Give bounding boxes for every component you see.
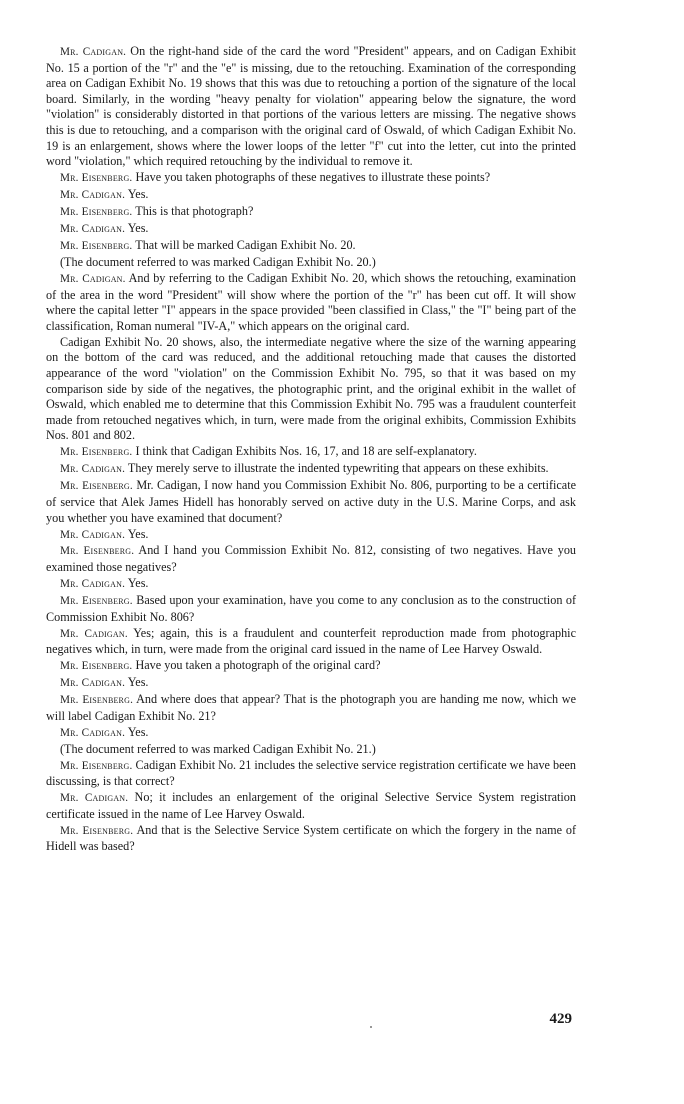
paragraph [46,658,576,675]
document-body [46,44,576,855]
speaker-name: Mr. Cadigan. [60,528,126,541]
paragraph-text: Yes. [127,724,149,739]
speaker-name: Mr. Cadigan. [60,726,126,739]
speaker-name: Mr. Cadigan. [60,578,126,591]
paragraph-text: Cadigan Exhibit No. 20 shows, also, the intermediate negative where the size of the warning appearing on the bottom of the card was reduced, and the additional retouching made that causes the distorted appearance of the word "violation" on the Commission Exhibit No. 795, so that it was based on my comparison side by side of the negatives, the photographic print, and the original exhibit in the wallet of Oswald, which enabled me to determine that this Commission Exhibit No. 795 was a fraudulent counterfeit made from retouched negatives which, in turn, were made from the original exhibits, Commission Exhibits Nos. 801 and 802. [46,334,576,443]
speaker-name: Mr. Cadigan. [60,273,126,286]
paragraph [46,790,576,822]
paragraph [46,576,576,593]
paragraph-text: And by referring to the Cadigan Exhibit No. 20, which shows the retouching, examination of the area in the word "President" will show where the portion of the "r" has been cut off. It will show where the capital letter "I" appears in the space provided "been classified in Class," the "I" being part of the classification, Roman numeral "IV-A," which appears on the original card. [46,271,577,333]
paragraph [46,692,576,724]
speaker-name: Mr. Cadigan. [60,627,128,640]
speaker-name: Mr. Eisenberg. [60,694,134,707]
paragraph-text: Yes; again, this is a fraudulent and counterfeit reproduction made from photographic negatives which, in turn, were made from the original card issued in the name of Lee Harvey Oswald. [46,625,576,657]
speaker-name: Mr. Eisenberg. [60,595,133,608]
paragraph [46,44,576,170]
paragraph [46,255,576,271]
paragraph [46,626,576,658]
speaker-name: Mr. Eisenberg. [60,480,133,493]
paragraph [46,444,576,461]
paragraph-text: Have you taken a photograph of the original card? [135,658,381,673]
paragraph [46,238,576,255]
paragraph-text: Yes. [127,675,149,690]
paragraph-text: On the right-hand side of the card the word "President" appears, and on Cadigan Exhibit No. 15 a portion of the "r" and the "e" is missing, due to the retouching. Examination of the corresponding area on Cadigan Exhibit No. 19 shows that this was due to retouching a portion of the signature of the local board. Similarly, in the wording "heavy penalty for violation" appearing below the signature, the word "violation" is considerably distorted in that portions of the various letters are missing. The negative shows this is due to retouching, and a comparison with the original card of Oswald, of which Cadigan Exhibit No. 19 is an enlargement, shows where the lower loops of the letter "f" cut into the letter, cut into the printed word "violation," which required retouching by the individual to remove it. [46,44,576,169]
paragraph-text: (The document referred to was marked Cadigan Exhibit No. 20.) [60,255,376,270]
paragraph [46,543,576,575]
paragraph-text: They merely serve to illustrate the indented typewriting that appears on these exhibits. [127,461,549,476]
paragraph-text: Based upon your examination, have you come to any conclusion as to the construction of Commission Exhibit No. 806? [46,593,577,624]
paragraph-text: Yes. [127,187,149,202]
paragraph [46,204,576,221]
paragraph-text: And I hand you Commission Exhibit No. 812, consisting of two negatives. Have you examined those negatives? [46,543,577,575]
speaker-name: Mr. Cadigan. [60,223,126,236]
paragraph-text: Mr. Cadigan, I now hand you Commission Exhibit No. 806, purporting to be a certificate of service that Alek James Hidell has honorably served on active duty in the U.S. Marine Corps, and ask you whether you have examined that document? [46,478,577,525]
speaker-name: Mr. Cadigan. [60,46,127,58]
speaker-name: Mr. Eisenberg. [60,206,133,219]
paragraph [46,593,576,625]
speaker-name: Mr. Eisenberg. [60,545,135,558]
paragraph-text: And that is the Selective Service System certificate on which the forgery in the name of Hidell was based? [46,822,577,854]
paragraph [46,823,576,855]
paragraph [46,527,576,544]
page-number: 429 [549,1011,572,1027]
paragraph-text: No; it includes an enlargement of the original Selective Service System registration certificate issued in the name of Lee Harvey Oswald. [46,790,576,821]
speaker-name: Mr. Cadigan. [60,792,129,805]
speaker-name: Mr. Cadigan. [60,677,126,690]
print-speck [370,1026,372,1028]
paragraph [46,221,576,238]
paragraph-text: Cadigan Exhibit No. 21 includes the selective service registration certificate we have been discussing, is that correct? [46,757,577,789]
speaker-name: Mr. Cadigan. [60,463,126,476]
paragraph [46,335,576,444]
paragraph-text: That will be marked Cadigan Exhibit No. 20. [135,238,356,253]
paragraph-text: (The document referred to was marked Cadigan Exhibit No. 21.) [60,741,376,756]
paragraph [46,758,576,790]
paragraph-text: Yes. [127,221,149,236]
speaker-name: Mr. Eisenberg. [60,240,133,253]
paragraph-text: This is that photograph? [135,204,254,219]
paragraph-text: Yes. [127,526,149,541]
speaker-name: Mr. Eisenberg. [60,172,133,185]
paragraph [46,742,576,758]
paragraph [46,187,576,204]
speaker-name: Mr. Eisenberg. [60,824,134,837]
speaker-name: Mr. Eisenberg. [60,660,133,673]
speaker-name: Mr. Eisenberg. [60,759,133,772]
paragraph-text: And where does that appear? That is the photograph you are handing me now, which we will label Cadigan Exhibit No. 21? [46,692,577,723]
paragraph [46,725,576,742]
paragraph-text: Yes. [127,576,149,591]
paragraph-text: Have you taken photographs of these negatives to illustrate these points? [135,170,491,185]
paragraph [46,675,576,692]
speaker-name: Mr. Cadigan. [60,189,126,202]
paragraph [46,461,576,478]
paragraph [46,170,576,187]
speaker-name: Mr. Eisenberg. [60,446,133,459]
paragraph [46,478,576,526]
paragraph-text: I think that Cadigan Exhibits Nos. 16, 17, and 18 are self-explanatory. [135,444,477,459]
paragraph [46,271,576,334]
